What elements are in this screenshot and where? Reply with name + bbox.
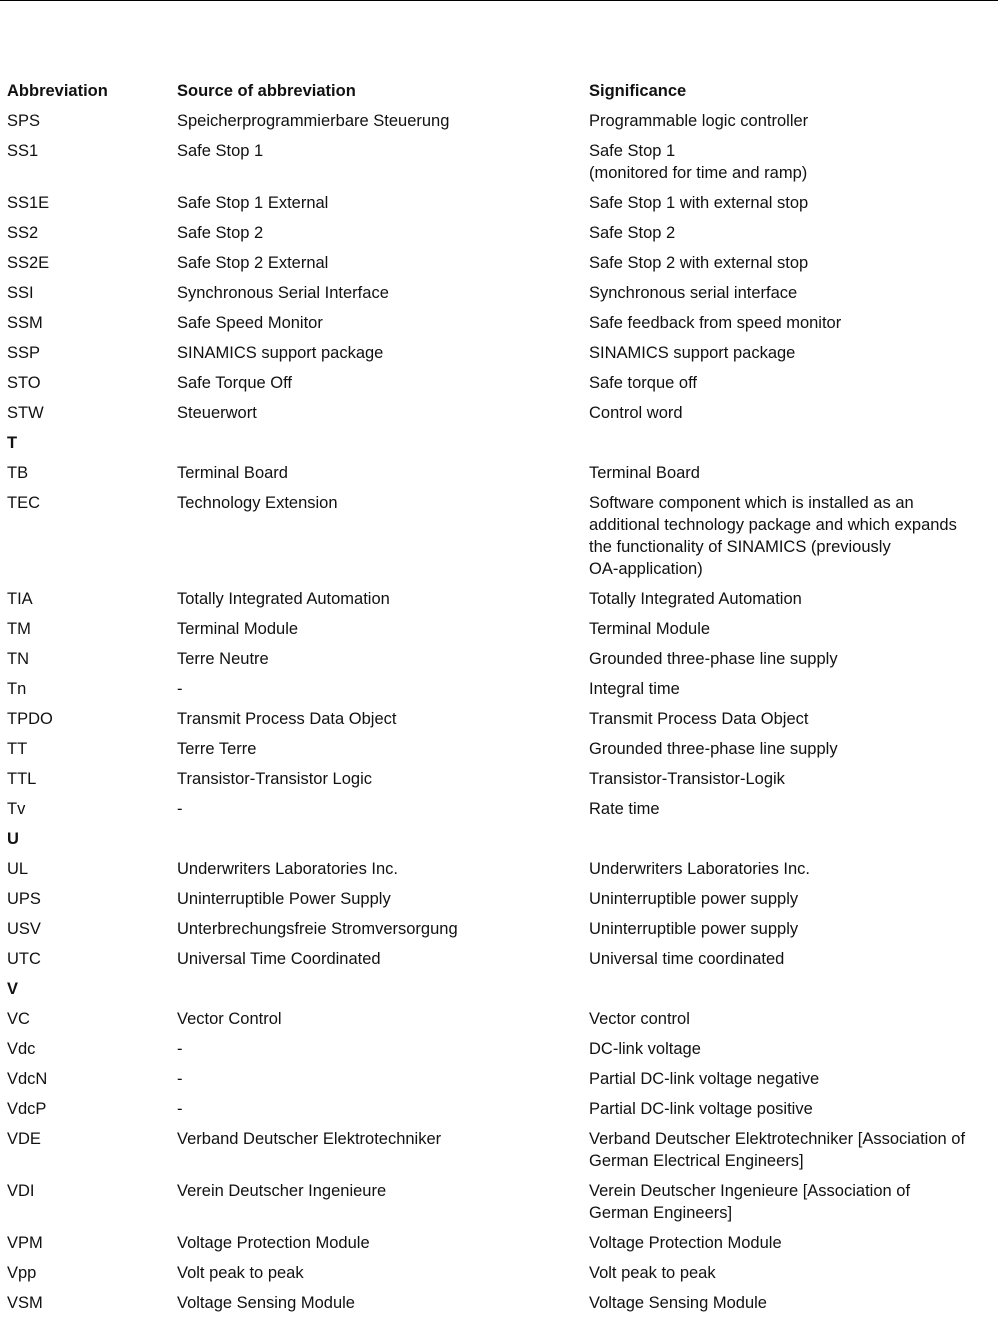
significance-cell	[589, 918, 998, 940]
abbreviation-cell: TTL	[7, 770, 37, 788]
source-cell: Safe Stop 1 External	[177, 194, 329, 212]
table-row	[0, 794, 998, 824]
abbreviation-cell: TB	[7, 464, 29, 482]
source-cell: Universal Time Coordinated	[177, 950, 381, 968]
abbreviation-cell: UPS	[7, 890, 41, 908]
table-row	[0, 278, 998, 308]
table-row	[0, 1124, 998, 1176]
significance-line: Control word	[589, 404, 683, 422]
significance-line: DC-link voltage	[589, 1040, 701, 1058]
significance-cell	[589, 738, 998, 760]
table-row	[0, 1094, 998, 1124]
table-row	[0, 1004, 998, 1034]
source-cell: -	[177, 1070, 183, 1088]
significance-cell	[589, 888, 998, 910]
significance-cell	[589, 1008, 998, 1030]
abbreviation-cell: TM	[7, 620, 31, 638]
source-cell: -	[177, 1040, 183, 1058]
table-row	[0, 1228, 998, 1258]
source-cell: Voltage Sensing Module	[177, 1294, 355, 1312]
significance-cell	[589, 312, 998, 334]
significance-line: the functionality of SINAMICS (previously	[589, 538, 891, 556]
significance-line: Uninterruptible power supply	[589, 920, 799, 938]
table-row	[0, 644, 998, 674]
significance-line: Safe Stop 2 with external stop	[589, 254, 809, 272]
abbreviation-table	[0, 76, 998, 1318]
abbreviation-cell: SSP	[7, 344, 41, 362]
abbreviation-cell: TPDO	[7, 710, 53, 728]
abbreviation-cell: TN	[7, 650, 29, 668]
source-cell: Safe Stop 2 External	[177, 254, 329, 272]
significance-cell	[589, 462, 998, 484]
table-row	[0, 1258, 998, 1288]
table-row	[0, 488, 998, 584]
significance-line: Safe feedback from speed monitor	[589, 314, 842, 332]
significance-cell	[589, 678, 998, 700]
abbreviation-cell: UTC	[7, 950, 41, 968]
significance-cell	[589, 342, 998, 364]
significance-line: Grounded three-phase line supply	[589, 740, 838, 758]
significance-line: Programmable logic controller	[589, 112, 809, 130]
significance-line: Grounded three-phase line supply	[589, 650, 838, 668]
abbreviation-cell: SS2	[7, 224, 39, 242]
source-cell: SINAMICS support package	[177, 344, 384, 362]
significance-line: Uninterruptible power supply	[589, 890, 799, 908]
abbreviation-cell: SS1E	[7, 194, 50, 212]
significance-cell	[589, 402, 998, 424]
significance-line: Vector control	[589, 1010, 690, 1028]
source-cell: -	[177, 1100, 183, 1118]
table-row	[0, 136, 998, 188]
table-row	[0, 584, 998, 614]
abbreviation-cell: Vpp	[7, 1264, 37, 1282]
significance-line: Rate time	[589, 800, 660, 818]
abbreviation-cell: Tn	[7, 680, 27, 698]
source-cell: Uninterruptible Power Supply	[177, 890, 391, 908]
header-abbreviation: Abbreviation	[7, 82, 108, 100]
significance-line: additional technology package and which expands	[589, 516, 957, 534]
abbreviation-cell: VDI	[7, 1182, 35, 1200]
significance-cell	[589, 1098, 998, 1120]
source-cell: Volt peak to peak	[177, 1264, 304, 1282]
header-significance: Significance	[589, 82, 687, 100]
significance-cell	[589, 708, 998, 730]
significance-line: (monitored for time and ramp)	[589, 164, 808, 182]
significance-cell	[589, 1232, 998, 1254]
table-row	[0, 248, 998, 278]
significance-cell	[589, 1128, 998, 1172]
table-row	[0, 884, 998, 914]
source-cell: Safe Stop 2	[177, 224, 264, 242]
significance-cell	[589, 222, 998, 244]
significance-cell	[589, 372, 998, 394]
significance-line: German Electrical Engineers]	[589, 1152, 804, 1170]
abbreviation-cell: STO	[7, 374, 41, 392]
table-row	[0, 944, 998, 974]
significance-line: Verein Deutscher Ingenieure [Association of	[589, 1182, 911, 1200]
significance-line: Verband Deutscher Elektrotechniker [Association of	[589, 1130, 966, 1148]
table-row	[0, 398, 998, 428]
table-row	[0, 914, 998, 944]
significance-cell	[589, 140, 998, 184]
significance-line: SINAMICS support package	[589, 344, 796, 362]
section-heading-row	[0, 824, 998, 854]
significance-line: Partial DC-link voltage negative	[589, 1070, 820, 1088]
abbreviation-cell: VPM	[7, 1234, 43, 1252]
significance-line: OA-application)	[589, 560, 703, 578]
source-cell: -	[177, 680, 183, 698]
abbreviation-cell: SSM	[7, 314, 43, 332]
abbreviation-cell: TEC	[7, 494, 40, 512]
abbreviation-cell: SSI	[7, 284, 34, 302]
source-cell: Safe Speed Monitor	[177, 314, 323, 332]
top-rule	[0, 0, 998, 1]
abbreviation-cell: USV	[7, 920, 41, 938]
significance-line: Integral time	[589, 680, 680, 698]
table-row	[0, 674, 998, 704]
significance-cell	[589, 1262, 998, 1284]
abbreviation-cell: SS1	[7, 142, 39, 160]
table-row	[0, 614, 998, 644]
significance-cell	[589, 1180, 998, 1224]
source-cell: Safe Stop 1	[177, 142, 264, 160]
table-row	[0, 704, 998, 734]
significance-cell	[589, 492, 998, 580]
significance-cell	[589, 1292, 998, 1314]
source-cell: Synchronous Serial Interface	[177, 284, 389, 302]
table-row	[0, 734, 998, 764]
source-cell: Vector Control	[177, 1010, 282, 1028]
significance-line: Universal time coordinated	[589, 950, 785, 968]
abbreviation-cell: STW	[7, 404, 44, 422]
table-row	[0, 1176, 998, 1228]
abbreviation-cell: VdcN	[7, 1070, 48, 1088]
significance-cell	[589, 1068, 998, 1090]
significance-line: Transmit Process Data Object	[589, 710, 809, 728]
source-cell: Terminal Board	[177, 464, 288, 482]
section-heading-row	[0, 428, 998, 458]
section-heading-row	[0, 974, 998, 1004]
significance-cell	[589, 282, 998, 304]
source-cell: Transmit Process Data Object	[177, 710, 397, 728]
significance-line: Safe Stop 1 with external stop	[589, 194, 809, 212]
significance-line: Safe Stop 1	[589, 142, 676, 160]
significance-line: Safe Stop 2	[589, 224, 676, 242]
section-letter: V	[7, 980, 19, 998]
significance-line: Synchronous serial interface	[589, 284, 798, 302]
significance-line: Totally Integrated Automation	[589, 590, 802, 608]
table-row	[0, 1064, 998, 1094]
source-cell: Unterbrechungsfreie Stromversorgung	[177, 920, 458, 938]
significance-cell	[589, 618, 998, 640]
source-cell: Steuerwort	[177, 404, 257, 422]
source-cell: Voltage Protection Module	[177, 1234, 370, 1252]
significance-line: German Engineers]	[589, 1204, 733, 1222]
source-cell: Safe Torque Off	[177, 374, 292, 392]
significance-cell	[589, 798, 998, 820]
source-cell: Verband Deutscher Elektrotechniker	[177, 1130, 442, 1148]
significance-line: Volt peak to peak	[589, 1264, 716, 1282]
source-cell: Speicherprogrammierbare Steuerung	[177, 112, 450, 130]
significance-line: Transistor-Transistor-Logik	[589, 770, 785, 788]
abbreviation-cell: TIA	[7, 590, 33, 608]
significance-line: Terminal Board	[589, 464, 700, 482]
abbreviation-cell: UL	[7, 860, 29, 878]
table-row	[0, 106, 998, 136]
section-letter: U	[7, 830, 19, 848]
source-cell: Transistor-Transistor Logic	[177, 770, 372, 788]
table-row	[0, 218, 998, 248]
section-letter: T	[7, 434, 18, 452]
abbreviation-cell: VDE	[7, 1130, 41, 1148]
significance-cell	[589, 648, 998, 670]
table-row	[0, 764, 998, 794]
source-cell: -	[177, 800, 183, 818]
abbreviation-cell: TT	[7, 740, 28, 758]
significance-line: Underwriters Laboratories Inc.	[589, 860, 811, 878]
table-row	[0, 188, 998, 218]
abbreviation-cell: Vdc	[7, 1040, 36, 1058]
source-cell: Terminal Module	[177, 620, 299, 638]
abbreviation-cell: VSM	[7, 1294, 43, 1312]
table-row	[0, 458, 998, 488]
table-row	[0, 338, 998, 368]
header-source: Source of abbreviation	[177, 82, 356, 100]
significance-cell	[589, 948, 998, 970]
significance-line: Voltage Sensing Module	[589, 1294, 767, 1312]
table-row	[0, 368, 998, 398]
significance-cell	[589, 252, 998, 274]
significance-line: Partial DC-link voltage positive	[589, 1100, 813, 1118]
significance-cell	[589, 768, 998, 790]
significance-cell	[589, 192, 998, 214]
significance-line: Software component which is installed as an	[589, 494, 914, 512]
significance-cell	[589, 588, 998, 610]
abbreviation-cell: VdcP	[7, 1100, 47, 1118]
table-row	[0, 308, 998, 338]
source-cell: Terre Neutre	[177, 650, 269, 668]
abbreviation-cell: VC	[7, 1010, 30, 1028]
source-cell: Verein Deutscher Ingenieure	[177, 1182, 387, 1200]
source-cell: Technology Extension	[177, 494, 338, 512]
significance-cell	[589, 1038, 998, 1060]
source-cell: Totally Integrated Automation	[177, 590, 390, 608]
table-row	[0, 1288, 998, 1318]
significance-cell	[589, 858, 998, 880]
significance-line: Terminal Module	[589, 620, 711, 638]
significance-line: Safe torque off	[589, 374, 697, 392]
table-row	[0, 854, 998, 884]
abbreviation-cell: SPS	[7, 112, 41, 130]
table-row	[0, 1034, 998, 1064]
significance-cell	[589, 110, 998, 132]
table-header-row	[0, 76, 998, 106]
abbreviation-cell: Tv	[7, 800, 26, 818]
abbreviation-cell: SS2E	[7, 254, 50, 272]
significance-line: Voltage Protection Module	[589, 1234, 782, 1252]
source-cell: Underwriters Laboratories Inc.	[177, 860, 399, 878]
source-cell: Terre Terre	[177, 740, 257, 758]
